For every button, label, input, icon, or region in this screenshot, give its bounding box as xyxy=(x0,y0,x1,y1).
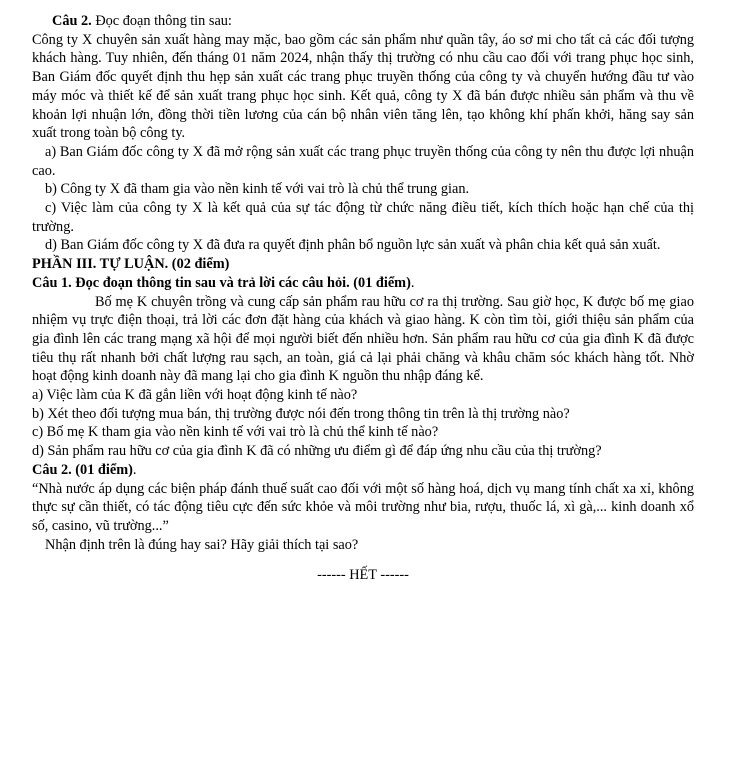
end-mark: ------ HẾT ------ xyxy=(317,567,409,584)
part3-title: PHẦN III. TỰ LUẬN. (02 điểm) xyxy=(32,256,230,273)
essay-q1-passage: Bố mẹ K chuyên trồng và cung cấp sản phẩm rau hữu cơ ra thị trường. Sau giờ học, K được bố mẹ giao nhiệm vụ trực điện thoại, trả lời các đơn đặt hàng của khách và giao hàng. K còn tìm tòi, giới thiệu sản phẩm của gia đình lên các trang mạng xã hội để mọi người biết đến nhiều hơn. Sản phẩm rau hữu cơ của gia đình K đã được tiêu thụ rất nhanh bởi chất lượng rau sạch, an toàn, giá cả lại phải chăng và khâu chăm sóc khách hàng tốt. Nhờ hoạt động kinh doanh này đã mang lại cho gia đình K nguồn thu nhập đáng kể. xyxy=(32,293,694,385)
essay-q2-heading xyxy=(32,461,694,480)
essay-q2-ask: Nhận định trên là đúng hay sai? Hãy giải thích tại sao? xyxy=(45,536,359,553)
essay-q2-title-end: . xyxy=(132,461,137,478)
essay-q1-question-a: a) Việc làm của K đã gắn liền với hoạt động kinh tế nào? xyxy=(32,387,358,404)
q2-statement-d: d) Ban Giám đốc công ty X đã đưa ra quyết định phân bổ nguồn lực sản xuất và phân chia kết quả sản xuất. xyxy=(45,237,661,254)
essay-q1-question-b: b) Xét theo đối tượng mua bán, thị trường được nói đến trong thông tin trên là thị trường nào? xyxy=(32,405,570,422)
essay-q1-heading xyxy=(32,274,694,293)
essay-q1-question-d: d) Sản phẩm rau hữu cơ của gia đình K đã có những ưu điểm gì để đáp ứng nhu cầu của thị trường? xyxy=(32,443,602,460)
essay-q1-title-end: . xyxy=(410,274,415,291)
q2-label: Câu 2. xyxy=(52,13,92,29)
essay-q1-question-c: c) Bố mẹ K tham gia vào nền kinh tế với vai trò là chủ thể kinh tế nào? xyxy=(32,424,439,441)
essay-q1-title: Câu 1. Đọc đoạn thông tin sau và trả lời các câu hỏi. (01 điểm) xyxy=(32,274,411,291)
q2-passage: Công ty X chuyên sản xuất hàng may mặc, bao gồm các sản phẩm như quần tây, áo sơ mi cho tất cả các đối tượng khách hàng. Tuy nhiên, đến tháng 01 năm 2024, nhận thấy thị trường có nhu cầu cao đối với trang phục học sinh, Ban Giám đốc quyết định thu hẹp sản xuất các trang phục truyền thống của công ty và chuyển hướng đầu tư vào máy móc và thiết kế để sản xuất trang phục học sinh. Kết quả, công ty X đã bán được nhiều sản phẩm và thu về khoản lợi nhuận lớn, đồng thời tiền lương của cán bộ nhân viên tăng lên, tạo không khí phấn khởi, hăng say sản xuất trong toàn bộ công ty. xyxy=(32,31,694,142)
q2-statement-a: a) Ban Giám đốc công ty X đã mở rộng sản xuất các trang phục truyền thống của công ty nên thu được lợi nhuận cao. xyxy=(32,143,694,179)
q2-heading xyxy=(52,12,694,31)
essay-q2-quote: “Nhà nước áp dụng các biện pháp đánh thuế suất cao đối với một số hàng hoá, dịch vụ mang tính chất xa xỉ, không thực sự cần thiết, có tác động tiêu cực đến sức khỏe và môi trường như bia, rượu, thuốc lá, xì gà,... kinh doanh xổ số, casino, vũ trường...” xyxy=(32,480,694,534)
q2-statement-c: c) Việc làm của công ty X là kết quả của sự tác động từ chức năng điều tiết, kích thích hoặc hạn chế của thị trường. xyxy=(32,200,694,235)
essay-q2-title: Câu 2. (01 điểm) xyxy=(32,461,133,478)
q2-statement-b: b) Công ty X đã tham gia vào nền kinh tế với vai trò là chủ thể trung gian. xyxy=(45,181,470,198)
q2-intro: Đọc đoạn thông tin sau: xyxy=(95,13,232,29)
